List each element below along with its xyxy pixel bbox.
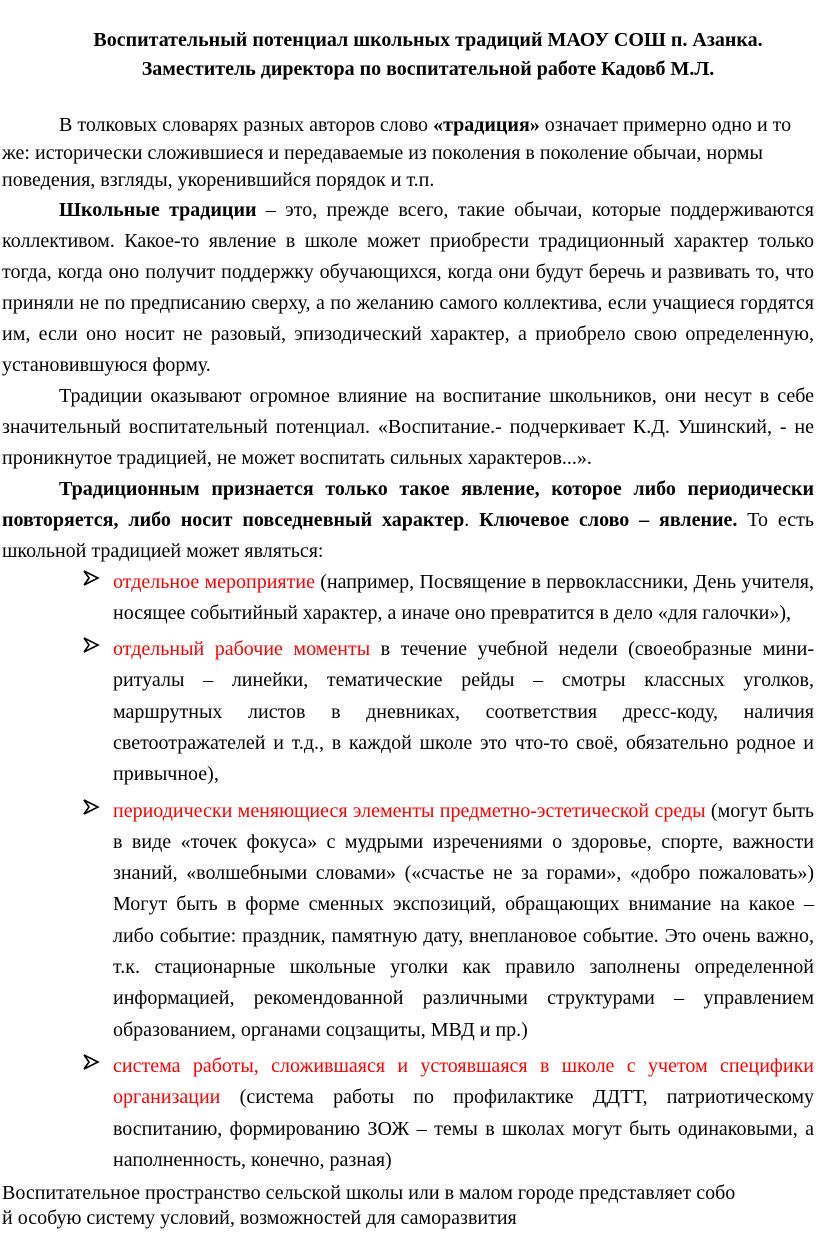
list-item-highlight: система работы, сложившаяся и устоявшаяся в школе с учетом специфики организации [113, 1054, 814, 1109]
list-item [113, 634, 816, 790]
arrowhead-bullet-icon [82, 569, 100, 587]
list-item-text: в течение учебной недели (своеобразные мини-ритуалы – линейки, тематические рейды – смотры классных уголков, маршрутных листов в дневниках, соответствия дресс-коду, наличия светоотражателей и т.д., в каждой школе это что-то своё, обязательно родное и привычное), [113, 638, 814, 786]
closing-line-2: й особую систему условий, возможностей для саморазвития [2, 1207, 517, 1230]
list-item-text: (могут быть в виде «точек фокуса» с мудрыми изречениями о здоровье, спорте, важности знаний, «волшебными словами» («счастье не за горами», «добро пожаловать») Могут быть в форме сменных экспозиций, обращающих внимание на какое – либо событие: праздник, памятную дату, внеплановое событие. Это очень важно, т.к. стационарные школьные уголки как правило заполнены определенной информацией, рекомендованной различными структурами – управлением образованием, органами соцзащиты, МВД и пр.) [113, 799, 814, 1041]
paragraph-key-word-dot: . [464, 508, 480, 531]
document-heading [0, 26, 816, 84]
term-tradition: «традиция» [433, 114, 540, 136]
term-school-traditions: Школьные традиции [59, 198, 257, 221]
closing-line-1: Воспитательное пространство сельской школы или в малом городе представляет собо [2, 1182, 736, 1205]
key-word-phenomenon: Ключевое слово – явление. [479, 508, 738, 531]
paragraph-school-traditions-text: – это, прежде всего, такие обычаи, которые поддерживаются коллективом. Какое-то явление в школе может приобрести традиционный характер только тогда, когда оно получит поддержку обучающихся, когда они будут беречь и развивать то, что приняли не по предписанию сверху, а по желанию самого коллектива, если учащиеся гордятся им, если оно носит не разовый, эпизодический характер, а приобрело свою определенную, установившуюся форму. [2, 198, 814, 376]
list-item-highlight: отдельное мероприятие [113, 570, 315, 593]
arrowhead-bullet-icon [82, 1053, 100, 1071]
paragraph-school-traditions [0, 195, 816, 381]
arrowhead-bullet-icon [82, 636, 100, 654]
arrowhead-bullet-icon [82, 798, 100, 816]
list-item-text: (например, Посвящение в первоклассники, День учителя, носящее событийный характер, а иначе оно превратится в дело «для галочки»), [113, 570, 814, 624]
document-author: Заместитель директора по воспитательной работе Кадовб М.Л. [141, 58, 715, 80]
paragraph-influence: Традиции оказывают огромное влияние на воспитание школьников, они несут в себе значительный воспитательный потенциал. «Воспитание.- подчеркивает К.Д. Ушинский, - не проникнутое традицией, не может воспитать сильных характеров...». [2, 384, 814, 469]
paragraph-key-word-text: То есть школьной традицией может являться: [2, 508, 814, 562]
traditions-list [0, 567, 816, 1177]
paragraph-key-word [0, 474, 816, 567]
list-item [113, 796, 816, 1046]
list-item-highlight: отдельный рабочие моменты [113, 638, 371, 661]
list-item [113, 567, 816, 630]
paragraph-key-word-bold: Традиционным признается только такое явление, которое либо периодически повторяется, либо носит повседневный характер [2, 477, 814, 531]
paragraph-definition-text: В толковых словарях разных авторов слово [59, 114, 434, 136]
paragraph-definition [0, 112, 816, 195]
closing-paragraph [0, 1181, 816, 1231]
list-item-text: (система работы по профилактике ДДТТ, патриотическому воспитанию, формированию ЗОЖ – темы в школах могут быть одинаковыми, а наполненность, конечно, разная) [113, 1086, 814, 1171]
list-item-highlight: периодически меняющиеся элементы предметно-эстетической среды [113, 799, 706, 822]
document-title: Воспитательный потенциал школьных традиций МАОУ СОШ п. Азанка. [93, 29, 763, 51]
list-item [113, 1051, 816, 1176]
paragraph-definition-text-cont: означает примерно одно и то же: исторически сложившиеся и передаваемые из поколения в поколение обычаи, нормы поведения, взгляды, укоренившийся порядок и т.п. [2, 114, 792, 191]
